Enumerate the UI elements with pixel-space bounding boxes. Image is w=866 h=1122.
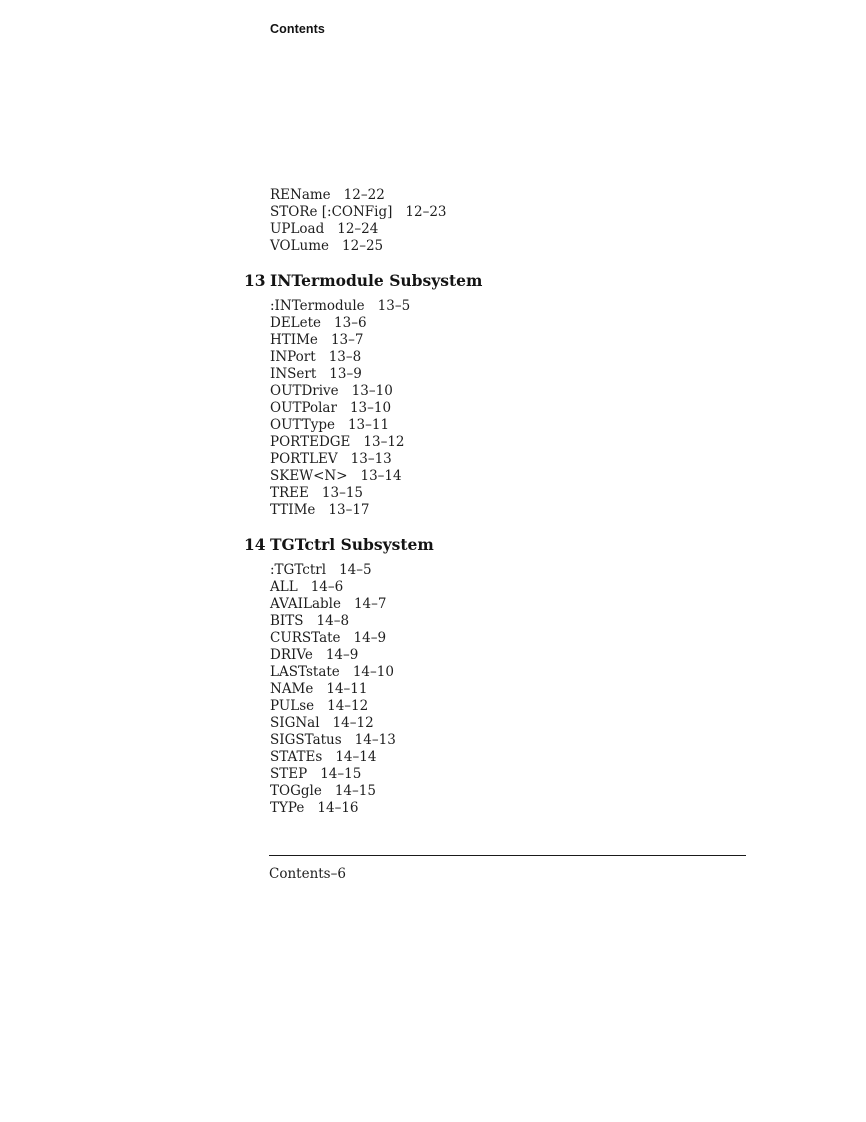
toc-entry-label: TYPe xyxy=(270,800,305,816)
toc-section xyxy=(244,535,784,817)
toc-entry xyxy=(270,749,784,766)
toc-entry xyxy=(270,647,784,664)
toc-entry-label: VOLume xyxy=(270,238,330,254)
toc-entry-page: 12–23 xyxy=(405,204,447,220)
toc-entry-label: HTIMe xyxy=(270,332,318,348)
toc-entry xyxy=(270,715,784,732)
toc-entry xyxy=(270,204,784,221)
chapter-heading xyxy=(244,271,784,291)
toc-entry-page: 14–13 xyxy=(354,732,396,748)
toc-entry-label: OUTDrive xyxy=(270,383,339,399)
toc-entry-label: OUTPolar xyxy=(270,400,337,416)
toc-entry xyxy=(270,613,784,630)
toc-entry-label: PULse xyxy=(270,698,315,714)
toc-entry-page: 13–11 xyxy=(347,417,390,433)
toc-entry xyxy=(270,630,784,647)
toc-entry xyxy=(270,562,784,579)
toc-entry-label: :INTermodule xyxy=(270,298,365,314)
toc-entry-page: 14–10 xyxy=(352,664,394,680)
chapter-number: 13 xyxy=(244,271,266,290)
toc-entry-label: TOGgle xyxy=(270,783,322,799)
table-of-contents xyxy=(244,187,784,817)
toc-entry-page: 13–14 xyxy=(360,468,402,484)
toc-entry-label: INSert xyxy=(270,366,317,382)
toc-entry-label: PORTEDGE xyxy=(270,434,351,450)
toc-entry-label: NAMe xyxy=(270,681,314,697)
toc-entry xyxy=(270,383,784,400)
toc-entry-page: 13–5 xyxy=(377,298,411,314)
toc-entry xyxy=(270,451,784,468)
toc-entry-page: 14–5 xyxy=(339,562,372,578)
toc-entry xyxy=(270,766,784,783)
toc-entry-page: 12–22 xyxy=(343,187,385,203)
toc-entry xyxy=(270,664,784,681)
toc-entry-page: 14–12 xyxy=(327,698,369,714)
toc-entry-label: OUTType xyxy=(270,417,335,433)
toc-entry-page: 14–11 xyxy=(326,681,368,697)
toc-entry xyxy=(270,315,784,332)
toc-entry xyxy=(270,366,784,383)
chapter-title: TGTctrl Subsystem xyxy=(270,535,434,554)
toc-entry xyxy=(270,681,784,698)
toc-entry xyxy=(270,800,784,817)
toc-section xyxy=(244,271,784,519)
toc-entry-label: ALL xyxy=(270,579,298,595)
toc-entry xyxy=(270,485,784,502)
toc-entry xyxy=(270,434,784,451)
toc-entry-page: 13–9 xyxy=(329,366,362,382)
toc-entry-label: DELete xyxy=(270,315,322,331)
toc-section xyxy=(244,187,784,255)
toc-entry-label: SIGSTatus xyxy=(270,732,342,748)
toc-entry-page: 13–12 xyxy=(363,434,405,450)
toc-entry-page: 14–12 xyxy=(332,715,374,731)
toc-entry-label: UPLoad xyxy=(270,221,325,237)
toc-entry-page: 13–10 xyxy=(349,400,392,416)
page-number: Contents–6 xyxy=(269,866,346,882)
toc-entry-label: PORTLEV xyxy=(270,451,338,467)
toc-entry-label: STORe [:CONFig] xyxy=(270,204,393,220)
toc-entry xyxy=(270,187,784,204)
toc-entry-page: 14–9 xyxy=(353,630,387,646)
toc-entry-label: :TGTctrl xyxy=(270,562,327,578)
toc-entry-page: 13–10 xyxy=(351,383,393,399)
toc-entry-page: 14–6 xyxy=(310,579,344,595)
toc-entry xyxy=(270,400,784,417)
toc-entry-label: REName xyxy=(270,187,331,203)
running-header: Contents xyxy=(270,22,325,36)
toc-entry xyxy=(270,221,784,238)
toc-entry-page: 13–7 xyxy=(330,332,364,348)
toc-entry xyxy=(270,238,784,255)
toc-entry-label: LASTstate xyxy=(270,664,340,680)
toc-entry-page: 13–15 xyxy=(321,485,363,501)
toc-entry-label: SIGNal xyxy=(270,715,320,731)
toc-entry-page: 13–17 xyxy=(328,502,370,518)
toc-entry-page: 12–24 xyxy=(337,221,379,237)
toc-entry-label: STATEs xyxy=(270,749,323,765)
toc-entry xyxy=(270,417,784,434)
footer-rule xyxy=(269,855,746,856)
toc-entry-list xyxy=(270,562,784,817)
toc-entry-label: TREE xyxy=(270,485,309,501)
toc-entry-label: BITS xyxy=(270,613,304,629)
toc-entry-list xyxy=(270,187,784,255)
toc-entry-list xyxy=(270,298,784,519)
toc-entry-page: 14–8 xyxy=(316,613,350,629)
toc-entry-label: DRIVe xyxy=(270,647,313,663)
toc-entry-page: 14–9 xyxy=(325,647,359,663)
toc-entry-page: 13–13 xyxy=(350,451,392,467)
toc-entry-label: CURSTate xyxy=(270,630,341,646)
toc-entry xyxy=(270,579,784,596)
chapter-title: INTermodule Subsystem xyxy=(270,271,483,290)
chapter-heading xyxy=(244,535,784,555)
toc-entry-label: STEP xyxy=(270,766,308,782)
toc-entry xyxy=(270,502,784,519)
toc-entry xyxy=(270,332,784,349)
toc-entry-page: 14–15 xyxy=(334,783,376,799)
chapter-number: 14 xyxy=(244,535,266,554)
toc-entry xyxy=(270,349,784,366)
toc-entry-label: AVAILable xyxy=(270,596,341,612)
toc-entry-page: 14–16 xyxy=(317,800,359,816)
toc-entry-page: 12–25 xyxy=(342,238,384,254)
toc-entry xyxy=(270,732,784,749)
toc-entry-label: TTIMe xyxy=(270,502,316,518)
toc-entry-label: SKEW<N> xyxy=(270,468,348,484)
toc-entry-page: 14–7 xyxy=(353,596,387,612)
toc-entry-page: 14–14 xyxy=(335,749,377,765)
toc-entry xyxy=(270,468,784,485)
toc-entry-page: 13–6 xyxy=(334,315,367,331)
toc-entry xyxy=(270,298,784,315)
toc-entry xyxy=(270,698,784,715)
toc-entry xyxy=(270,596,784,613)
toc-entry-label: INPort xyxy=(270,349,316,365)
toc-entry xyxy=(270,783,784,800)
toc-entry-page: 14–15 xyxy=(320,766,362,782)
toc-entry-page: 13–8 xyxy=(328,349,362,365)
